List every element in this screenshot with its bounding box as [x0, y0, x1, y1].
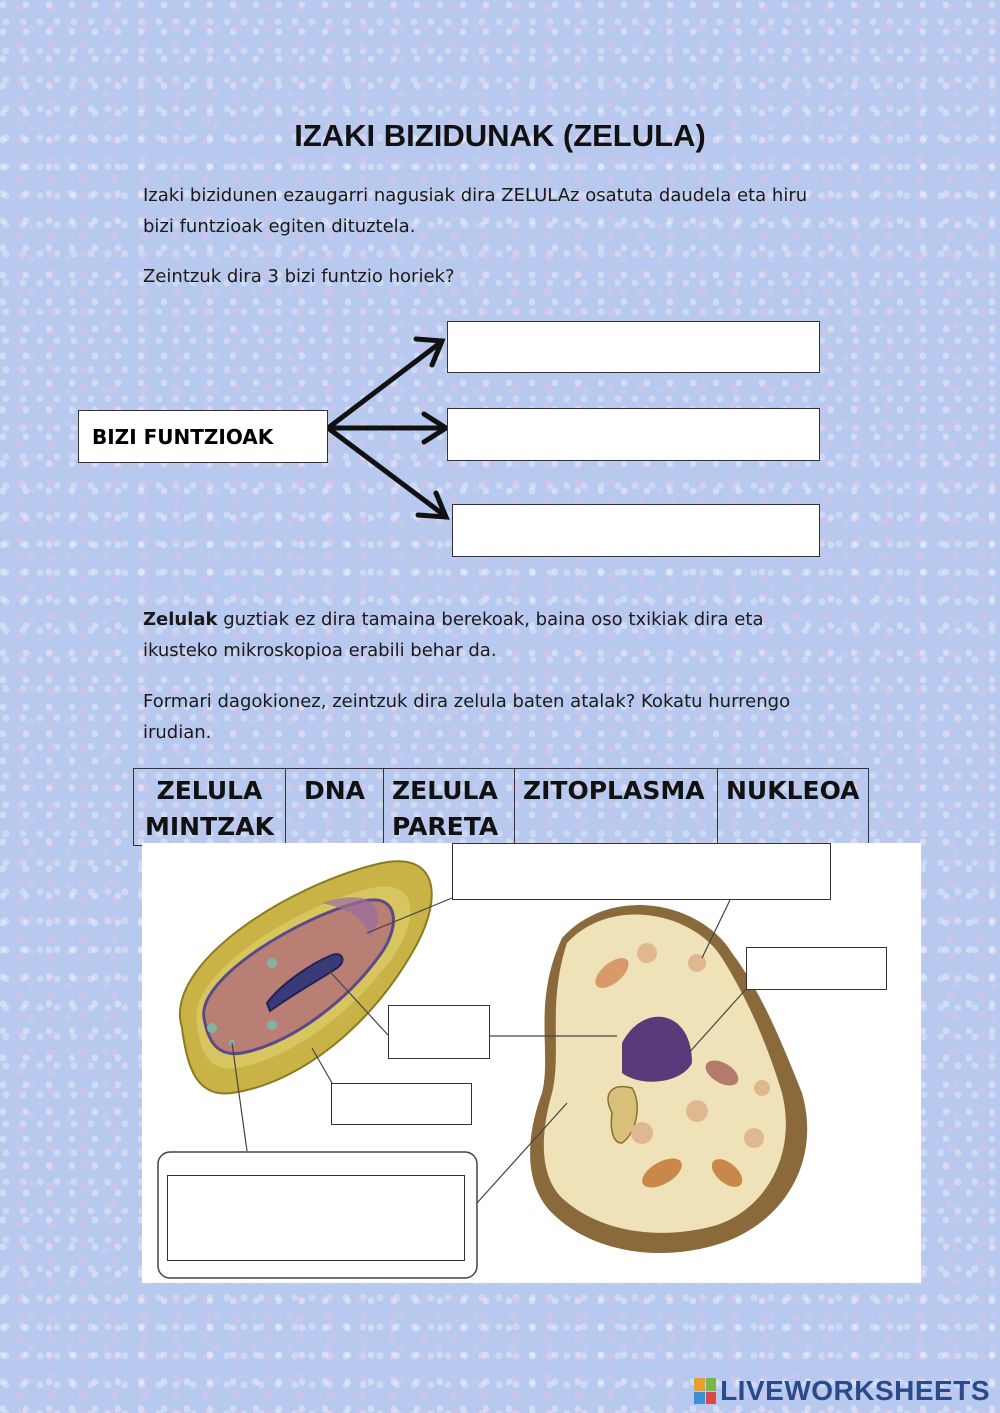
word-zitoplasma[interactable]: ZITOPLASMA	[515, 769, 718, 846]
arrows-icon	[320, 325, 460, 525]
question-2-line-2: irudian.	[143, 722, 212, 743]
figure-label-box-2[interactable]	[746, 947, 887, 990]
bizi-funtzioak-label: BIZI FUNTZIOAK	[78, 410, 328, 463]
word-zelula-pareta[interactable]: ZELULA PARETA	[384, 769, 515, 846]
liveworksheets-logo	[694, 1375, 990, 1407]
answer-box-2[interactable]	[447, 408, 820, 461]
page-title: IZAKI BIZIDUNAK (ZELULA)	[294, 118, 706, 153]
cell-figure	[142, 843, 921, 1283]
paragraph-2-line-2: ikusteko mikroskopioa erabili behar da.	[143, 640, 497, 661]
word-zelula-mintzak[interactable]: ZELULA MINTZAK	[134, 769, 286, 846]
figure-label-box-5[interactable]	[167, 1175, 465, 1261]
intro-line-2: bizi funtzioak egiten dituztela.	[143, 216, 416, 237]
word-nukleoa[interactable]: NUKLEOA	[718, 769, 869, 846]
answer-box-1[interactable]	[447, 321, 820, 373]
intro-line-1: Izaki bizidunen ezaugarri nagusiak dira ZELULAz osatuta daudela eta hiru	[143, 185, 808, 206]
word-bank-table	[133, 768, 869, 846]
paragraph-2-rest: guztiak ez dira tamaina berekoak, baina oso txikiak dira eta	[217, 609, 764, 630]
logo-text: LIVEWORKSHEETS	[720, 1375, 990, 1406]
intro-text	[143, 180, 873, 242]
question-2	[143, 686, 873, 748]
word-dna[interactable]: DNA	[286, 769, 384, 846]
figure-label-box-1[interactable]	[452, 843, 831, 900]
question-1: Zeintzuk dira 3 bizi funtzio horiek?	[143, 266, 455, 287]
answer-box-3[interactable]	[452, 504, 820, 557]
figure-label-box-3[interactable]	[388, 1005, 490, 1059]
bold-word-zelulak: Zelulak	[143, 609, 218, 630]
question-2-line-1: Formari dagokionez, zeintzuk dira zelula baten atalak? Kokatu hurrengo	[143, 691, 791, 712]
figure-label-box-4[interactable]	[331, 1083, 472, 1125]
logo-icon	[694, 1378, 716, 1404]
paragraph-2	[143, 604, 873, 666]
